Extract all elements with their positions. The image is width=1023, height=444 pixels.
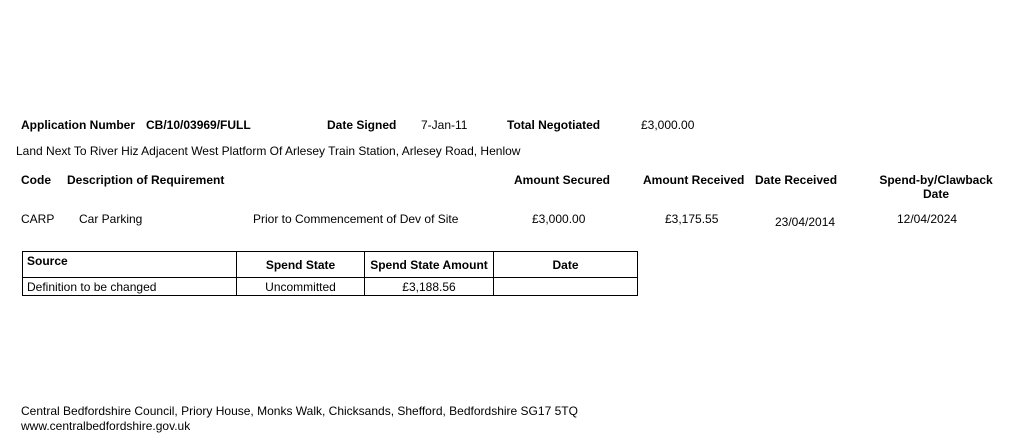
spend-cell-date [494, 278, 638, 296]
requirement-code: CARP [21, 212, 55, 226]
table-row [23, 278, 638, 296]
total-negotiated-label: Total Negotiated [507, 118, 601, 132]
site-address: Land Next To River Hiz Adjacent West Platform Of Arlesey Train Station, Arlesey Road, Henlow [16, 144, 521, 158]
spend-header-spend-state-amount: Spend State Amount [365, 252, 494, 278]
date-signed-value: 7-Jan-11 [421, 118, 468, 132]
spend-table-header-row [23, 252, 638, 278]
requirement-trigger: Prior to Commencement of Dev of Site [253, 212, 459, 226]
col-header-date-received: Date Received [755, 173, 838, 187]
spend-cell-spend-state: Uncommitted [237, 278, 365, 296]
requirement-spend-by: 12/04/2024 [897, 212, 958, 226]
requirement-description: Car Parking [79, 212, 143, 226]
footer-address: Central Bedfordshire Council, Priory House, Monks Walk, Chicksands, Shefford, Bedfordshire SG17 5TQ [21, 404, 578, 418]
application-number-value: CB/10/03969/FULL [146, 118, 251, 132]
spend-header-date: Date [494, 252, 638, 278]
col-header-spend-by [870, 173, 1002, 201]
col-header-code: Code [21, 173, 51, 187]
spend-cell-source: Definition to be changed [23, 278, 237, 296]
requirement-amount-received: £3,175.55 [665, 212, 719, 226]
footer-website[interactable]: www.centralbedfordshire.gov.uk [21, 419, 191, 433]
spend-cell-spend-state-amount: £3,188.56 [365, 278, 494, 296]
total-negotiated-value: £3,000.00 [641, 118, 695, 132]
col-header-spend-by-line2: Date [922, 187, 949, 201]
requirement-date-received: 23/04/2014 [775, 215, 836, 229]
col-header-description: Description of Requirement [67, 173, 225, 187]
application-number-label: Application Number [21, 118, 136, 132]
spend-header-source: Source [23, 252, 237, 278]
col-header-spend-by-line1: Spend-by/Clawback [879, 173, 993, 187]
col-header-amount-secured: Amount Secured [514, 173, 611, 187]
spend-header-spend-state: Spend State [237, 252, 365, 278]
col-header-amount-received: Amount Received [643, 173, 745, 187]
date-signed-label: Date Signed [327, 118, 397, 132]
spend-table [22, 251, 638, 296]
requirement-amount-secured: £3,000.00 [532, 212, 586, 226]
